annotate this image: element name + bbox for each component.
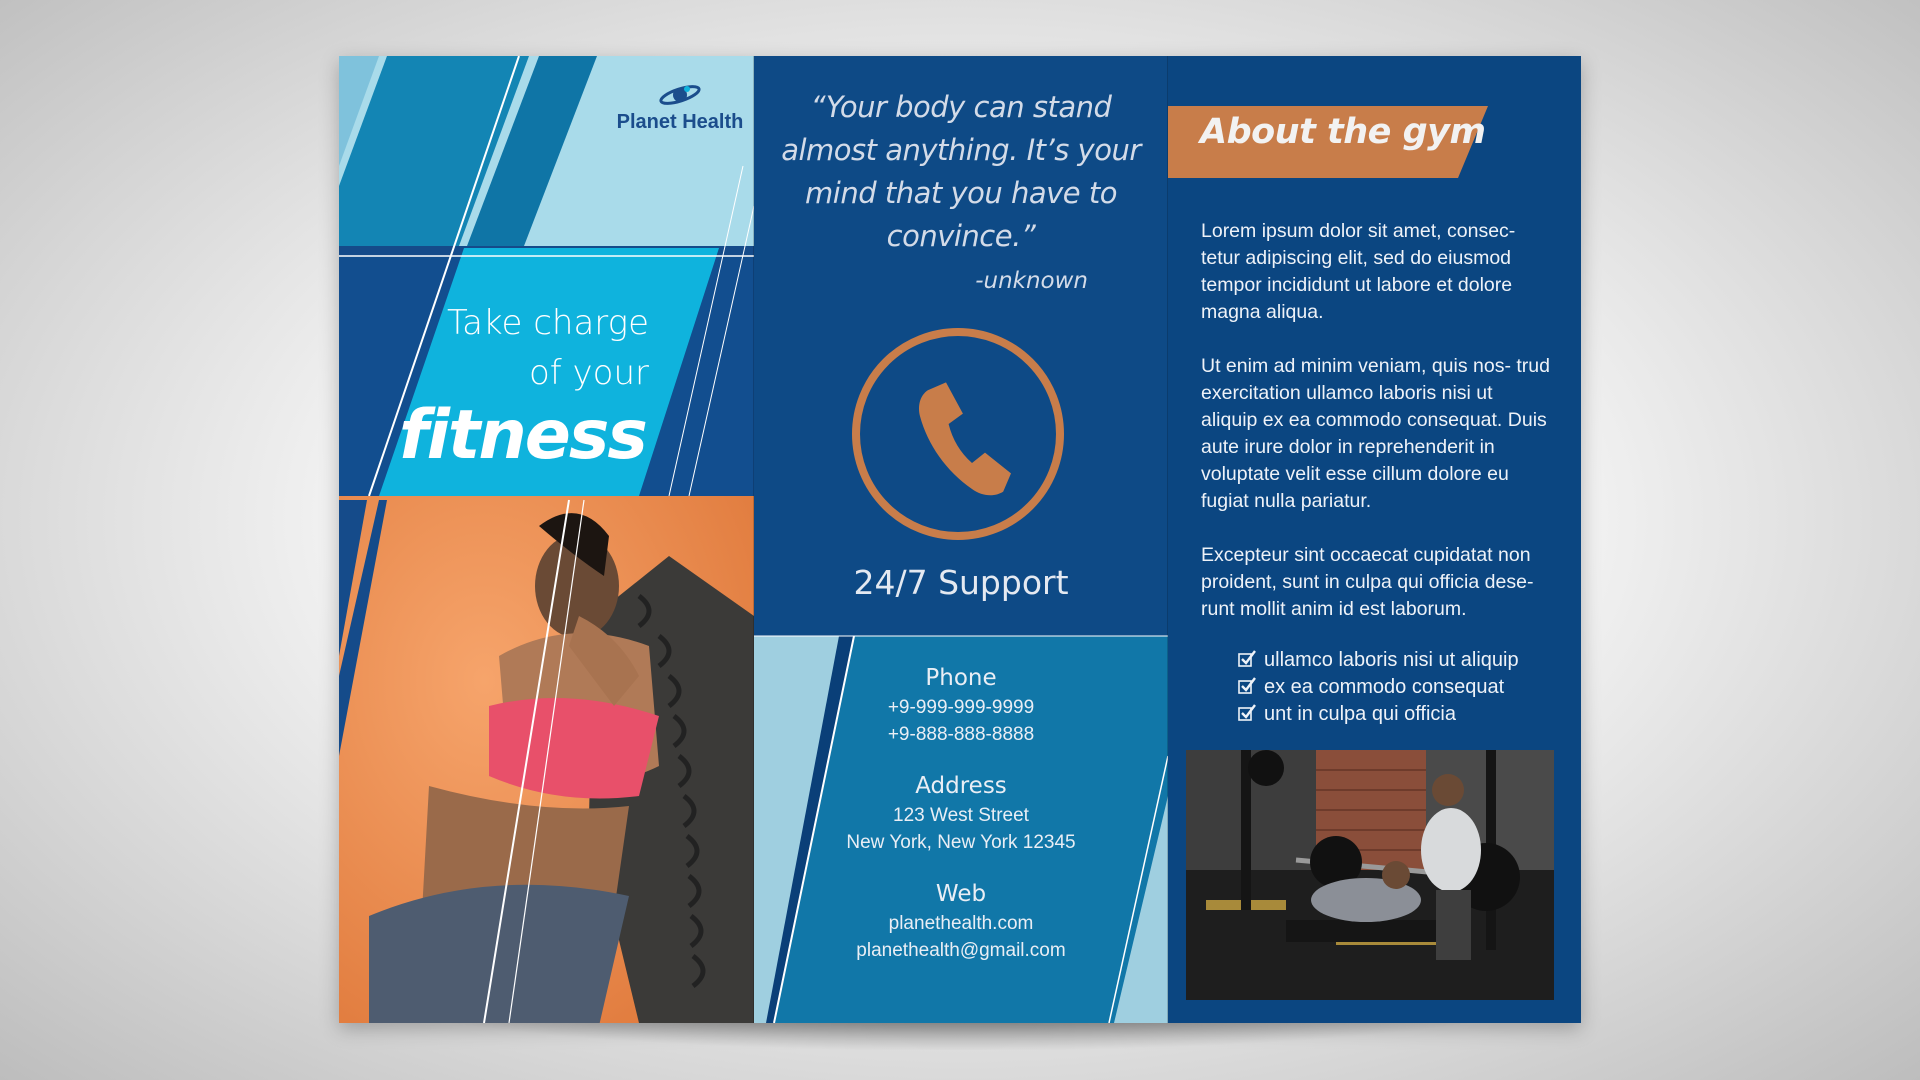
tagline-line-2: of your: [528, 353, 649, 393]
feature-checklist: [1238, 647, 1519, 728]
address-line-1: 123 West Street: [893, 805, 1029, 826]
gym-photo: [1186, 750, 1554, 1000]
planet-logo-icon: [658, 80, 702, 110]
contact-panel: [754, 56, 1168, 1023]
phone-label: Phone: [925, 665, 997, 691]
checkbox-checked-icon: [1238, 677, 1256, 695]
contact-address: [774, 770, 1148, 856]
about-panel: [1168, 56, 1581, 1023]
quote-text: “Your body can stand almost anything. It’s your mind that you have to convince.”: [781, 90, 1141, 253]
web-label: Web: [935, 881, 987, 907]
gym-photo-illustration: [1186, 750, 1554, 1000]
phone-number-1[interactable]: +9-999-999-9999: [887, 697, 1035, 718]
quote-author: -unknown: [975, 268, 1088, 294]
checklist-item-label: ex ea commodo consequat: [1264, 676, 1505, 698]
brochure: [339, 56, 1581, 1023]
contact-phone: [774, 662, 1148, 748]
about-title: About the gym: [1200, 112, 1486, 152]
brand-logo: [605, 80, 754, 134]
email-link[interactable]: planethealth@gmail.com: [856, 940, 1066, 961]
support-label: 24/7 Support: [853, 563, 1069, 602]
website-link[interactable]: planethealth.com: [888, 913, 1034, 934]
cover-tagline: [439, 298, 649, 398]
address-line-2: New York, New York 12345: [846, 832, 1076, 853]
about-paragraph-1: Lorem ipsum dolor sit amet, consec- tetur adipiscing elit, sed do eiusmod tempor incididunt ut labore et dolore magna aliqua.: [1201, 220, 1516, 323]
checkbox-checked-icon: [1238, 650, 1256, 668]
checklist-item: [1238, 701, 1519, 728]
phone-number-2[interactable]: +9-888-888-8888: [887, 724, 1035, 745]
cover-background-graphic: [339, 56, 754, 1023]
contact-web: [774, 878, 1148, 964]
cover-panel: [339, 56, 754, 1023]
checkbox-checked-icon: [1238, 704, 1256, 722]
checklist-item-label: unt in culpa qui officia: [1264, 703, 1456, 725]
checklist-item: [1238, 674, 1519, 701]
checklist-item: [1238, 647, 1519, 674]
brand-name: Planet Health: [616, 111, 744, 133]
address-label: Address: [915, 773, 1007, 799]
about-paragraph-3: Excepteur sint occaecat cupidatat non proident, sunt in culpa qui officia dese- runt mollit anim id est laborum.: [1201, 544, 1534, 620]
checklist-item-label: ullamco laboris nisi ut aliquip: [1264, 649, 1519, 671]
tagline-line-1: Take charge: [447, 303, 649, 343]
tagline-emphasis: fitness: [399, 396, 646, 475]
phone-icon: [894, 372, 1024, 502]
about-paragraph-2: Ut enim ad minim veniam, quis nos- trud exercitation ullamco laboris nisi ut aliquip ex ea commodo consequat. Duis aute irure dolor in reprehenderit in voluptate velit esse cillum dolore eu fugiat nulla pariatur.: [1201, 355, 1550, 512]
